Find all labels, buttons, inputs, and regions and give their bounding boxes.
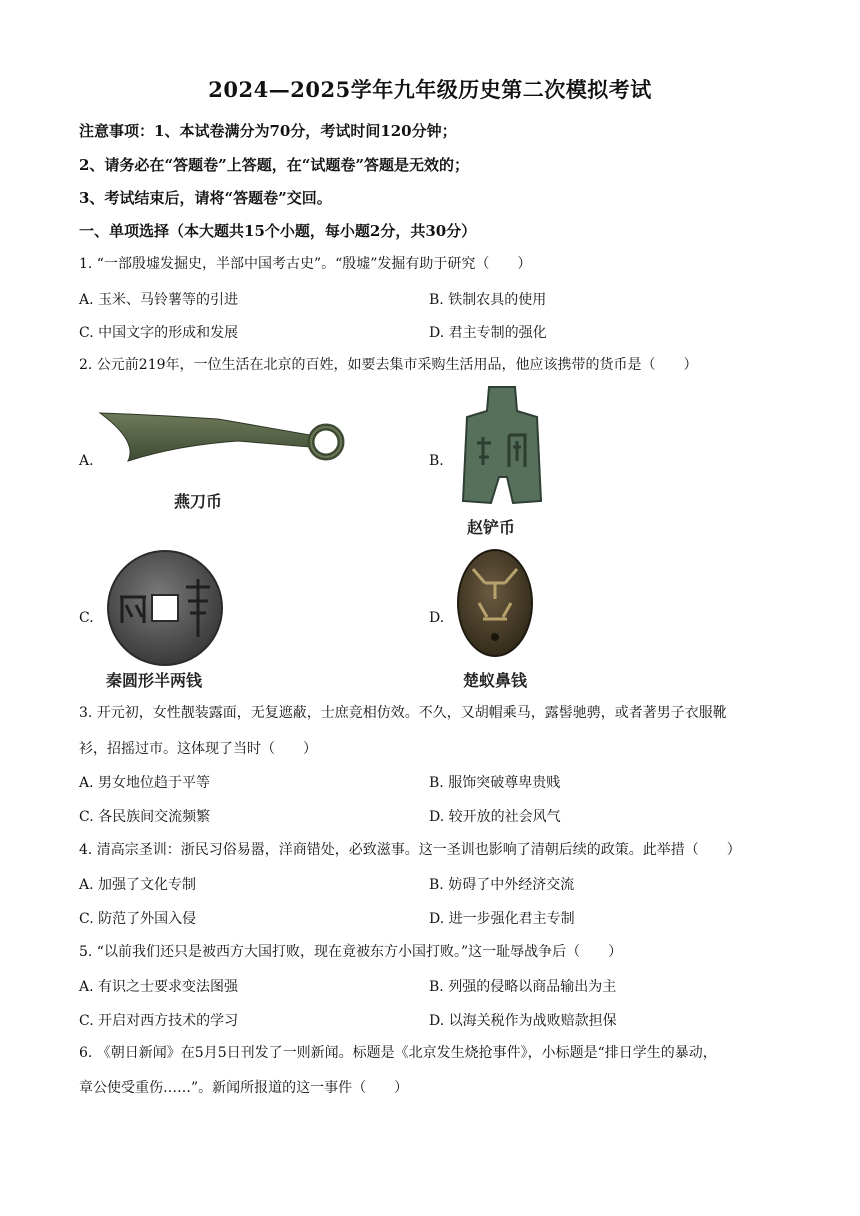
- section-title: 一、单项选择（本大题共15个小题，每小题2分，共30分）: [79, 222, 477, 240]
- question-6-stem-line-2: 章公使受重伤……”。新闻所报道的这一事件（ ）: [79, 1080, 409, 1096]
- question-4-option-d: D. 进一步强化君主专制: [429, 911, 575, 927]
- question-2-option-c-caption: 秦圆形半两钱: [106, 671, 203, 690]
- question-3-option-a: A. 男女地位趋于平等: [79, 775, 211, 791]
- question-2-option-a-letter: A.: [79, 453, 94, 469]
- question-4-option-c: C. 防范了外国入侵: [79, 911, 197, 927]
- question-3-option-b: B. 服饰突破尊卑贵贱: [429, 775, 561, 791]
- question-2-option-c-letter: C.: [79, 610, 94, 626]
- question-2-option-a-caption: 燕刀币: [174, 492, 223, 511]
- question-2-option-d-letter: D.: [429, 610, 445, 626]
- question-4-option-b: B. 妨碍了中外经济交流: [429, 877, 575, 893]
- question-2-option-d-caption: 楚蚁鼻钱: [463, 671, 528, 690]
- question-1-option-d: D. 君主专制的强化: [429, 325, 547, 341]
- round-coin-icon: [106, 549, 224, 667]
- question-2-stem: 2. 公元前219年，一位生活在北京的百姓，如要去集市采购生活用品，他应该携带的货币是（ ）: [79, 357, 698, 373]
- spade-coin-icon: [455, 385, 550, 513]
- question-6-stem-line-1: 6. 《朝日新闻》在5月5日刊发了一则新闻。标题是《北京发生烧抢事件》，小标题是“排日学生的暴动，: [79, 1045, 717, 1061]
- question-5-option-c: C. 开启对西方技术的学习: [79, 1013, 239, 1029]
- knife-coin-icon: [98, 405, 348, 475]
- exam-note-3: 3、考试结束后，请将“答题卷”交回。: [79, 189, 332, 207]
- question-1-option-a: A. 玉米、马铃薯等的引进: [79, 292, 239, 308]
- question-5-option-d: D. 以海关税作为战败赔款担保: [429, 1013, 617, 1029]
- question-1-option-c: C. 中国文字的形成和发展: [79, 325, 239, 341]
- exam-note-1: 注意事项：1、本试卷满分为70分，考试时间120分钟；: [79, 122, 457, 140]
- question-4-stem: 4. 清高宗圣训：浙民习俗易嚣，洋商错处，必致滋事。这一圣训也影响了清朝后续的政策。此举措（ ）: [79, 842, 741, 858]
- question-5-option-a: A. 有识之士要求变法图强: [79, 979, 239, 995]
- question-1-option-b: B. 铁制农具的使用: [429, 292, 547, 308]
- question-3-stem-line-1: 3. 开元初，女性靓装露面，无复遮蔽，士庶竞相仿效。不久，又胡帽乘马，露髻驰骋，或者著男子衣服靴: [79, 705, 727, 721]
- question-5-option-b: B. 列强的侵略以商品输出为主: [429, 979, 617, 995]
- question-2-option-b-caption: 赵铲币: [467, 518, 516, 537]
- question-4-option-a: A. 加强了文化专制: [79, 877, 197, 893]
- question-3-option-c: C. 各民族间交流频繁: [79, 809, 211, 825]
- ant-nose-coin-icon: [455, 547, 535, 659]
- exam-note-2: 2、请务必在“答题卷”上答题，在“试题卷”答题是无效的；: [79, 156, 469, 174]
- question-3-stem-line-2: 衫，招摇过市。这体现了当时（ ）: [79, 741, 317, 757]
- question-3-option-d: D. 较开放的社会风气: [429, 809, 561, 825]
- question-1-stem: 1. “一部殷墟发掘史，半部中国考古史”。“殷墟”发掘有助于研究（ ）: [79, 256, 532, 272]
- page-title: 2024—2025学年九年级历史第二次模拟考试: [208, 77, 652, 102]
- question-5-stem: 5. “以前我们还只是被西方大国打败，现在竟被东方小国打败。”这一耻辱战争后（ ）: [79, 944, 623, 960]
- question-2-option-b-letter: B.: [429, 453, 444, 469]
